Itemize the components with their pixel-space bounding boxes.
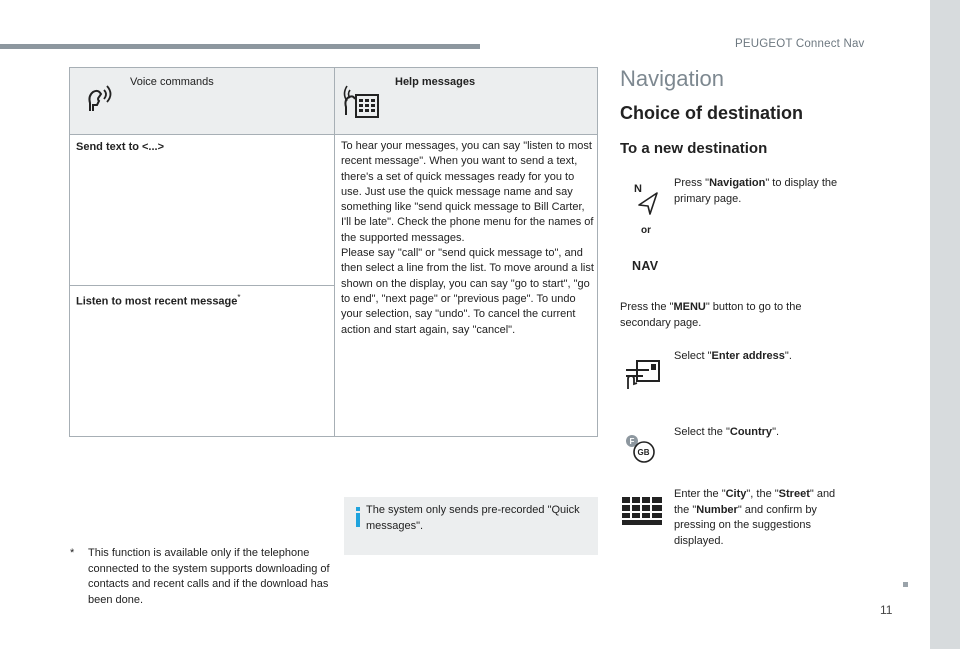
continuation-marker (903, 582, 908, 587)
footnote-marker: * (70, 547, 75, 559)
command-send-text: Send text to <...> (76, 141, 165, 153)
step-enter-city-street-number: Enter the "City", the "Street" and the "Number" and confirm by pressing on the suggestions displayed. (674, 488, 836, 547)
command-listen-recent: Listen to most recent message* (76, 293, 241, 308)
step-select-country: Select the "Country". (674, 426, 780, 438)
info-icon (354, 507, 362, 527)
top-rule (0, 44, 480, 49)
section-title: Navigation (620, 66, 724, 91)
country-icon (625, 433, 661, 463)
step-enter-address: Select "Enter address". (674, 350, 792, 362)
voice-command-icon (84, 81, 118, 115)
section-heading: To a new destination (620, 140, 768, 157)
step-press-navigation: Press "Navigation" to display the primary page. (674, 177, 838, 205)
info-text: The system only sends pre-recorded "Quick messages". (366, 504, 580, 532)
svg-text:GB: GB (637, 448, 650, 457)
col-voice-commands: Voice commands (130, 76, 214, 88)
side-strip (930, 0, 960, 649)
navigation-arrow-icon (633, 181, 659, 215)
page-number: 11 (880, 603, 893, 617)
footnote-star: * (237, 293, 241, 302)
voice-commands-table (69, 67, 598, 437)
col-help-messages: Help messages (395, 76, 476, 88)
brand-header: PEUGEOT Connect Nav (735, 38, 865, 50)
footnote (70, 546, 345, 608)
section-subtitle: Choice of destination (620, 103, 804, 123)
info-box (344, 497, 598, 555)
or-label: or (641, 225, 651, 236)
svg-text:F: F (629, 437, 635, 446)
keyboard-icon (622, 497, 662, 525)
help-messages-icon (342, 81, 382, 121)
help-message-text: To hear your messages, you can say "listen to most recent message". When you want to send a text, there's a set of quick messages ready for you to use. Just use the quick message name and say something like "send quick message to Bill Carter, I'll be late". Check the phone menu for the names of the supported messages. Please say "call" or "send quick message to", and then select a line from the list. To move around a list shown on the display, you can say "go to start", "go to end", "next page" or "previous page". To undo your selection, say "undo". To cancel the current action and start again, say "cancel". (341, 140, 594, 336)
row-divider (70, 285, 334, 286)
step-press-menu: Press the "MENU" button to go to the secondary page. (620, 301, 802, 329)
column-divider (334, 68, 335, 436)
footnote-text: This function is available only if the telephone connected to the system supports downloading of contacts and recent calls and if the download has been done. (88, 547, 330, 606)
svg-text:N: N (634, 183, 642, 195)
nav-button-label: NAV (632, 259, 659, 273)
enter-address-icon (623, 360, 661, 390)
